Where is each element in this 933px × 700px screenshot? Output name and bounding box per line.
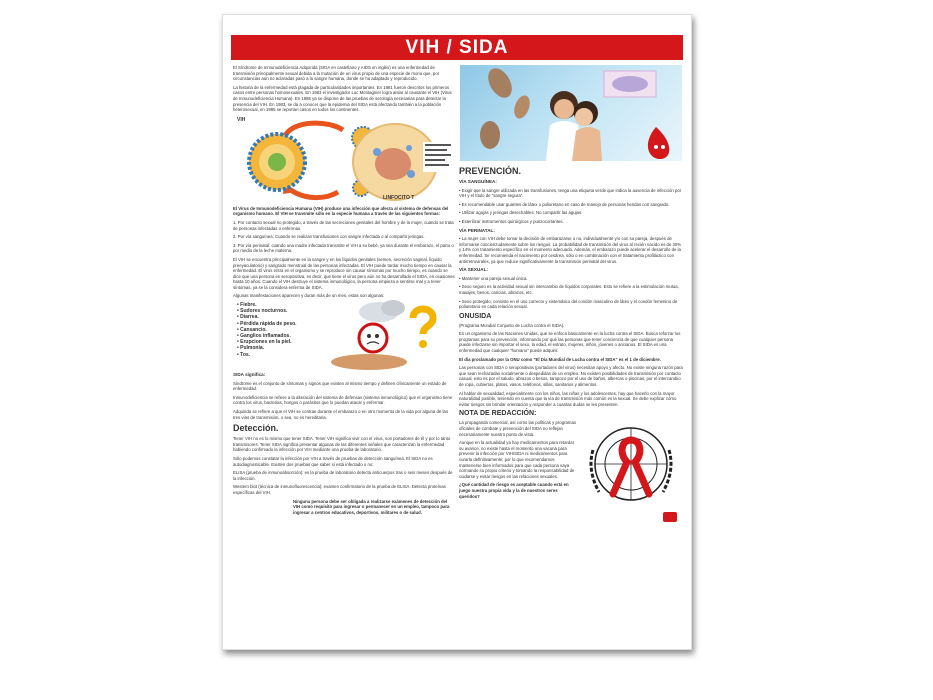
virus-infection-illustration xyxy=(233,116,455,202)
symptom-item: • Fiebre. xyxy=(237,302,257,309)
symptom-item: • Diarrea. xyxy=(237,314,259,321)
publisher-logo-icon xyxy=(663,512,677,522)
onusida-paragraph-1: Es un organismo de las Naciones Unidas, que se enfoca básicamente en la lucha contra el SIDA. Busca reforzar los programas para su prevención, informando por qué las personas que tener conciencia de que cualquier persona puede infectarse sin importar el sexo, la edad, el estrato, mujeres, niños, jóvenes o ancianos. El SIDA es una enfermedad que cualquier "humano" puede adquirir. xyxy=(459,331,681,354)
sexual-item-1: • Mantener una pareja sexual única. xyxy=(459,275,528,281)
editorial-paragraph-2: Aunque en la actualidad ya hay medicamentos para retardar su avance, no existe hasta el momento una vacuna para prevenir la infección por VIH/SIDA ni medicamentos para curarla definitivamente; por lo que recomendamos mantenerse bien informados para que cada persona vaya normando su propio criterio y tomando la responsabilidad de cuidarse y evitar riesgos en las relaciones sexuales. xyxy=(459,440,575,479)
blood-item-4: • Esterilizar instrumentos quirúrgicos y punzocortantes. xyxy=(459,218,564,224)
detection-paragraph-1: Tener VIH no es lo mismo que tener SIDA. Tener VIH significa vivir con el virus, son portadores de él y por lo tanto transmisores. Tener SIDA significa presentar algunas de las diferentes señales que caracterizan la enfermedad habiendo confirmado la infección por VIH mediante una prueba de laboratorio. xyxy=(233,436,451,453)
perinatal-route-title: VÍA PERINATAL: xyxy=(459,227,495,233)
sida-meaning-3: Adquirida se refiere a que el VIH se contrae durante el embarazo o en otro momento de la vida por alguna de las tres vías de transmisión, o sea, no es hereditaria. xyxy=(233,409,448,420)
blood-item-3: • Utilizar agujas y jeringas desechables. No compartir las agujas. xyxy=(459,210,583,216)
perinatal-item: • La mujer con VIH debe tomar la decisión de embarazarse o no, individualmente y/o con su pareja, después de informarse concienzudamente sobre los riesgos. La probabilidad de transmisión del virus al recién nacido es de 30% y 14% con tratamiento específico en el momento adecuado. Además, el embarazo puede acelerar el desarrollo de la enfermedad. Se recomienda el nacimiento por cesárea, sólo o en combinación con el tratamiento profiláctico con antirretrovirales, ya que reduce significativamente la transmisión perinatal del virus. xyxy=(459,236,682,264)
symptoms-block xyxy=(233,302,455,372)
couple-photo-illustration xyxy=(460,65,682,161)
detection-paragraph-2: Sólo podemos constatar la infección por VIH a través de pruebas de detección sanguínea. El SIDA no es autodiagnosticable. Existen dos pruebas que saber si está infectado o no: xyxy=(233,456,433,467)
intro-paragraph: El Síndrome de Inmunodeficiencia Adquirida (SIDA en castellano y AIDS en inglés) es una enfermedad de transmisión principalmente sexual debida a la mutación de un virus propio de una especie de mono que, por circunstancias aún no aclaradas pasó a la sangre humana, donde se ha adaptado y reproducido. xyxy=(233,65,440,82)
symptom-item: • Erupciones en la piel. xyxy=(237,339,292,346)
editorial-question: ¿Qué cantidad de riesgo es aceptable cuando está en juego nuestra propia vida y la de nuestros seres queridos? xyxy=(459,482,569,499)
vih-label: VIH xyxy=(237,116,246,123)
blood-item-2: • Es recomendable usar guantes de látex o poliuretano en caso de manejo de personas heridas con sangrado. xyxy=(459,201,670,207)
sida-meaning-2: Inmunodeficiencia se refiere a la alteración del sistema de defensas (sistema inmunológico) que el organismo tiene contra los virus, bacterias, hongos o parásitos que lo puedan atacar y enfermar. xyxy=(233,394,453,406)
symptom-item: • Pulmonía. xyxy=(237,345,265,352)
detection-heading: Detección. xyxy=(233,423,279,434)
editorial-block xyxy=(459,420,684,532)
bottom-note: Ninguna persona debe ser obligada a realizarse exámenes de detección del VIH como requisito para ingresar o permanecer en un empleo, tampoco para ingresar a centros educativos, deportivos, militares o de salud. xyxy=(293,498,450,515)
transmission-1: 1. Por contacto sexual no protegido, a través de las secreciones genitales del hombre y de la mujer, cuando se trata de personas infectadas o enfermas. xyxy=(233,219,454,231)
onusida-paragraph-2: El día proclamado por la ONU como "El Día Mundial de Lucha contra el SIDA" es el 1 de diciembre. xyxy=(459,356,661,362)
sida-meaning-1: Síndrome es el conjunto de síntomas y signos que existen al mismo tiempo y definen clínicamente un estado de enfermedad. xyxy=(233,380,447,392)
symptom-item: • Cansancio. xyxy=(237,326,267,333)
onusida-paragraph-3: Las personas con SIDA o seropositivas (portadores del virus) necesitan apoyo y afecto. No existe ninguna razón para que sean rechazadas socialmente o despedidas de un empleo. No existen posibilidades de transmisión por contacto casual, esto es por el saludo, abrazos o besos, tampoco por el uso de baños, albercas o piscinas, por el intercambio de ropa, cubiertos, platos, vasos, teléfonos, sillas, sanitarios y alimentos. xyxy=(459,365,683,388)
sexual-item-2: • Sexo seguro es la actividad sexual sin intercambio de líquidos corporales. Esto se refiere a la estimulación mutua, masajes, besos, caricias, abrazos, etc. xyxy=(459,284,679,295)
sexual-item-3: • Sexo protegido, consiste en el uso correcto y sistemático del condón masculino de látex y el condón femenino de poliuretano en cada relación sexual. xyxy=(459,298,678,310)
poster-title: VIH / SIDA xyxy=(231,35,683,60)
symptom-item: • Ganglios inflamados. xyxy=(237,333,291,340)
editorial-text xyxy=(459,420,577,502)
blood-route-title: VÍA SANGUÍNEA: xyxy=(459,179,497,184)
onusida-heading: ONUSIDA xyxy=(459,312,492,320)
couple-photo xyxy=(460,65,682,161)
left-column xyxy=(233,65,455,518)
onusida-paragraph-4: Al hablar de sexualidad, especialmente con los niños, las niñas y los adolescentes, hay que hacerlo con la mayor naturalidad posible, teniendo en cuenta que la vía de transmisión más común es la sexual. Se debe explicar cómo evitar riesgos sin brindar orientación y responder a cuantas dudas se les presenten. xyxy=(459,390,677,407)
symptom-item: • Sudores nocturnos. xyxy=(237,308,288,315)
onusida-subtitle: (Programa Mundial Conjunto de Lucha contra el SIDA). xyxy=(459,322,565,328)
symptom-item: • Tos. xyxy=(237,351,251,358)
symptoms-intro: Algunas manifestaciones aparecen y duran más de un mes, estas son algunas: xyxy=(233,293,385,299)
editorial-paragraph-1: La propaganda comercial, así como las políticas y programas oficiales de combate y prevención del SIDA no reflejan necesariamente nuestro punto de vista. xyxy=(459,420,577,437)
right-column xyxy=(459,163,684,532)
editorial-heading: NOTA DE REDACCIÓN: xyxy=(459,410,537,418)
sick-character-illustration xyxy=(329,298,449,370)
linfocito-label: LINFOCITO T xyxy=(383,194,415,201)
history-paragraph: La historia de la enfermedad está plagada de particularidades importantes. En 1981 fueron descritos los primeros casos entre personas homosexuales. En 1983 el investigador Luc Montagnier logra aislar al causante el VIH (Virus de Inmunodeficiencia Humana). En 1985 ya se dispone de las pruebas de serología necesarias para detectar la presencia del VIH. En 1983, se da a conocer que la epidemia del SIDA está afectando también a la población heterosexual, en 1985 se reportan casos en todos los continentes. xyxy=(233,84,452,113)
sexual-route-title: VÍA SEXUAL: xyxy=(459,267,488,273)
symptom-item: • Pérdida rápida de peso. xyxy=(237,320,297,327)
un-ribbon-emblem xyxy=(583,420,679,520)
transmission-3: 3. Por vía perinatal: cuando una madre infectada transmite el VIH a su bebé, ya sea durante el embarazo, el parto o por medio de la leche materna. xyxy=(233,242,454,254)
transmission-2: 2. Por vía sanguínea: Cuando se realizan transfusiones con sangre infectada o al compartir jeringas. xyxy=(233,234,425,240)
sida-meaning-title: SIDA significa: xyxy=(233,372,266,378)
detection-paragraph-3: ELISA (prueba de inmunoabsorción): es la prueba de laboratorio detecta anticuerpos tras o seis meses después de la infección. xyxy=(233,470,453,481)
blood-item-1: • Exigir que la sangre utilizada en las transfusiones, tenga una etiqueta verde que indica la ausencia de infección por VIH y el título de "sangre segura". xyxy=(459,187,682,199)
definition-paragraph: El Virus de Inmunodeficiencia Humana (VIH) produce una infección que afecta al sistema de defensas del organismo humano. El VIH se transmite sólo en la especie humana a través de las siguientes formas: xyxy=(233,205,449,217)
progression-paragraph: El VIH se encuentra principalmente en la sangre y en los líquidos genitales (semen, secreción vaginal, líquido preeyaculatorio) y sangrado menstrual de las personas infectadas. El VIH puede tardar mucho tiempo en causar la enfermedad. El virus entra en el organismo y se reproduce sin causar síntomas por mucho tiempo, es cuando se dice que una persona es seropositiva, es decir, que tiene el virus pero aún no ha desarrollado el SIDA, en ocasiones hasta 10 años. Cuando el VIH destruye el sistema inmunológico, la persona empieza a sentirse mal y a tener síntomas, ya se la considera enferma de SIDA. xyxy=(233,256,455,290)
prevention-heading: PREVENCIÓN. xyxy=(459,166,522,176)
virus-diagram xyxy=(233,116,455,202)
symptoms-list xyxy=(237,302,327,358)
detection-paragraph-4: Western blot (técnica de inmunofluorescencia): examen confirmatorio de la prueba de ELISA. Detecta proteínas específicas del VIH. xyxy=(233,484,446,495)
poster xyxy=(222,14,692,650)
